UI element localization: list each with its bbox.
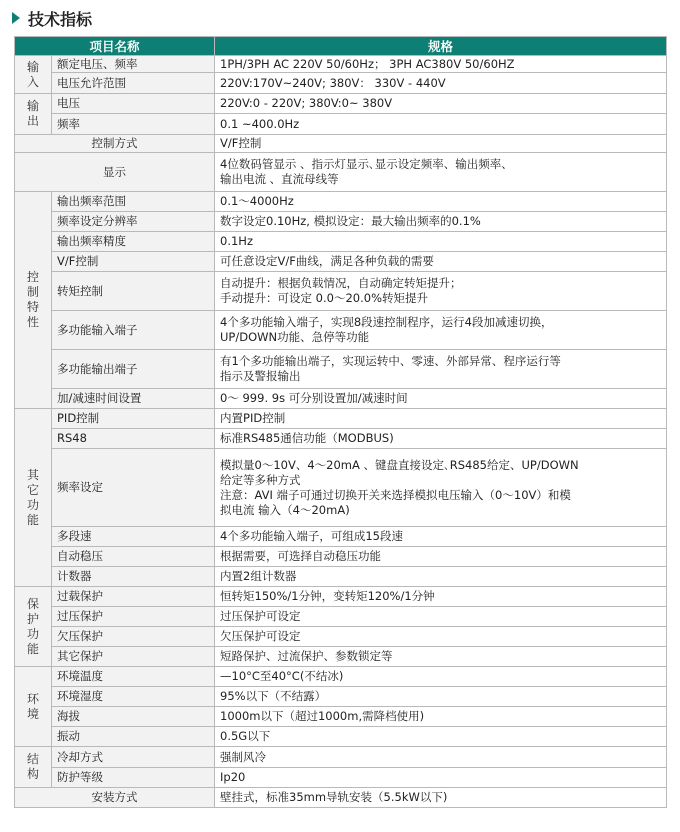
row-item-name: 显示 (15, 153, 215, 192)
row-spec-value (215, 429, 667, 449)
spec-line: UP/DOWN功能、急停等功能 (220, 330, 370, 344)
spec-line: 0.5G以下 (220, 729, 271, 743)
table-row (15, 252, 667, 272)
spec-line: 自动提升：根据负载情况，自动确定转矩提升； (220, 276, 462, 290)
table-row (15, 232, 667, 252)
row-item-name: 频率 (52, 114, 215, 135)
group-label-char: 保 (26, 596, 39, 611)
row-spec-value (215, 114, 667, 135)
section-title-text: 技术指标 (28, 9, 93, 29)
row-spec-value (215, 212, 667, 232)
row-spec-value (215, 647, 667, 667)
row-item-name: 防护等级 (52, 768, 215, 788)
row-spec-value (215, 567, 667, 587)
row-item-name: 冷却方式 (52, 747, 215, 768)
row-spec-value (215, 449, 667, 527)
spec-line: 0.1 ~400.0Hz (220, 116, 300, 131)
row-spec-value (215, 667, 667, 687)
row-spec-value (215, 747, 667, 768)
group-label-char: 护 (26, 611, 39, 626)
row-item-name: 加/减速时间设置 (52, 389, 215, 409)
table-row (15, 389, 667, 409)
spec-table (14, 36, 667, 808)
table-header-row (15, 37, 667, 56)
spec-line: 注意：AVI 端子可通过切换开关来选择模拟电压输入（0～10V）和模 (220, 487, 571, 502)
spec-line: 标准RS485通信功能（MODBUS) (220, 431, 394, 445)
spec-line: 可任意设定V/F曲线，满足各种负载的需要 (220, 254, 434, 268)
row-item-name: 环境湿度 (52, 687, 215, 707)
table-row (15, 350, 667, 389)
row-spec-value (215, 192, 667, 212)
table-row (15, 547, 667, 567)
spec-line: 数字设定0.10Hz, 模拟设定：最大输出频率的0.1% (220, 214, 481, 228)
spec-line: 过压保护可设定 (220, 609, 301, 623)
spec-line: 0～ 999. 9s 可分别设置加/减速时间 (220, 391, 408, 405)
row-spec-value (215, 607, 667, 627)
row-item-name: 电压允许范围 (52, 73, 215, 94)
row-item-name: 频率设定分辨率 (52, 212, 215, 232)
spec-line: 内置2组计数器 (220, 569, 297, 583)
group-label-char: 它 (26, 482, 39, 497)
group-label-char: 能 (26, 641, 39, 656)
row-spec-value (215, 252, 667, 272)
row-spec-value (215, 788, 667, 808)
spec-line: 0.1Hz (220, 234, 253, 248)
table-row (15, 73, 667, 94)
table-row (15, 788, 667, 808)
group-label-char: 功 (26, 497, 39, 512)
spec-line: 220V:170V~240V; 380V： 330V - 440V (220, 75, 446, 90)
row-group-label (15, 667, 52, 747)
row-spec-value (215, 547, 667, 567)
row-spec-value (215, 73, 667, 94)
row-item-name: 输出频率精度 (52, 232, 215, 252)
row-item-name: V/F控制 (52, 252, 215, 272)
header-spec: 规格 (215, 37, 667, 56)
spec-line: 恒转矩150%/1分钟，变转矩120%/1分钟 (220, 589, 435, 603)
group-label-char: 功 (26, 626, 39, 641)
row-spec-value (215, 94, 667, 114)
table-row (15, 114, 667, 135)
spec-line: 4个多功能输入端子，实现8段速控制程序，运行4段加减速切换， (220, 315, 553, 329)
group-label-char: 制 (26, 285, 39, 299)
table-row (15, 647, 667, 667)
group-label-char: 控 (26, 270, 39, 284)
table-row (15, 311, 667, 350)
row-item-name: 额定电压、频率 (52, 56, 215, 73)
group-label-char: 环 (26, 691, 39, 706)
spec-line: 根据需要，可选择自动稳压功能 (220, 549, 382, 563)
row-spec-value (215, 627, 667, 647)
row-group-label (15, 587, 52, 667)
row-spec-value (215, 727, 667, 747)
spec-body (15, 56, 667, 808)
spec-line: 4位数码管显示 、指示灯显示､显示设定频率、输出频率、 (220, 157, 513, 171)
spec-line: 模拟量0～10V、4～20mA 、键盘直接设定､RS485给定、UP/DOWN (220, 457, 579, 472)
spec-line: 给定等多种方式 (220, 472, 301, 487)
spec-line: 95%以下（不结露） (220, 689, 327, 703)
table-row (15, 449, 667, 527)
group-label-char: 入 (26, 74, 39, 89)
spec-line: 1PH/3PH AC 220V 50/60Hz； 3PH AC380V 50/60HZ (220, 56, 515, 71)
row-group-label (15, 94, 52, 135)
table-row (15, 527, 667, 547)
group-label-char: 输 (26, 59, 39, 74)
row-spec-value (215, 272, 667, 311)
row-item-name: 频率设定 (52, 449, 215, 527)
row-spec-value (215, 587, 667, 607)
table-row (15, 587, 667, 607)
triangle-bullet-icon (12, 12, 20, 24)
row-item-name: 自动稳压 (52, 547, 215, 567)
table-row (15, 687, 667, 707)
row-group-label (15, 56, 52, 94)
spec-line: —10°C至40°C(不结冰) (220, 669, 344, 683)
row-spec-value (215, 527, 667, 547)
row-item-name: PID控制 (52, 409, 215, 429)
spec-line: 强制风冷 (220, 749, 267, 764)
row-spec-value (215, 409, 667, 429)
row-group-label (15, 747, 52, 788)
spec-line: 1000m以下（超过1000m,需降档使用) (220, 709, 425, 723)
row-item-name: 其它保护 (52, 647, 215, 667)
row-spec-value (215, 687, 667, 707)
table-row (15, 56, 667, 73)
row-item-name: 过压保护 (52, 607, 215, 627)
table-row (15, 272, 667, 311)
group-label-char: 性 (26, 315, 39, 329)
row-item-name: 多功能输出端子 (52, 350, 215, 389)
table-row (15, 409, 667, 429)
spec-line: 输出电流 、直流母线等 (220, 172, 339, 186)
table-row (15, 153, 667, 192)
row-item-name: 过载保护 (52, 587, 215, 607)
row-spec-value (215, 768, 667, 788)
group-label-char: 境 (26, 706, 39, 721)
table-row (15, 747, 667, 768)
table-row (15, 627, 667, 647)
row-spec-value (215, 389, 667, 409)
spec-line: 拟电流 输入（4～20mA) (220, 502, 350, 517)
group-label-char: 其 (26, 467, 39, 482)
row-spec-value (215, 311, 667, 350)
row-item-name: 多功能输入端子 (52, 311, 215, 350)
table-row (15, 94, 667, 114)
group-label-char: 特 (26, 300, 39, 314)
table-row (15, 707, 667, 727)
spec-line: 欠压保护可设定 (220, 629, 301, 643)
row-item-name: 计数器 (52, 567, 215, 587)
row-spec-value (215, 56, 667, 73)
row-item-name: 海拔 (52, 707, 215, 727)
row-item-name: 欠压保护 (52, 627, 215, 647)
table-row (15, 727, 667, 747)
row-spec-value (215, 232, 667, 252)
table-row (15, 192, 667, 212)
row-item-name: 安装方式 (15, 788, 215, 808)
spec-line: 4个多功能输入端子，可组成15段速 (220, 529, 403, 543)
row-spec-value (215, 135, 667, 153)
row-item-name: RS48 (52, 429, 215, 449)
row-item-name: 多段速 (52, 527, 215, 547)
row-spec-value (215, 707, 667, 727)
row-item-name: 环境温度 (52, 667, 215, 687)
row-group-label (15, 409, 52, 587)
row-spec-value (215, 153, 667, 192)
group-label-char: 构 (26, 767, 39, 781)
spec-line: V/F控制 (220, 136, 262, 150)
row-spec-value (215, 350, 667, 389)
spec-line: 手动提升：可设定 0.0～20.0%转矩提升 (220, 291, 428, 305)
group-label-char: 结 (26, 752, 39, 766)
group-label-char: 能 (26, 512, 39, 527)
spec-line: 有1个多功能输出端子，实现运转中、零速、外部异常、程序运行等 (220, 354, 561, 368)
group-label-char: 输 (26, 99, 39, 113)
spec-line: 220V:0 - 220V; 380V:0~ 380V (220, 96, 393, 110)
spec-line: 壁挂式，标准35mm导轨安装（5.5kW以下) (220, 790, 448, 804)
spec-line: 0.1～4000Hz (220, 194, 294, 208)
spec-line: 内置PID控制 (220, 411, 286, 425)
table-row (15, 135, 667, 153)
table-row (15, 212, 667, 232)
section-title (12, 6, 92, 30)
table-row (15, 607, 667, 627)
table-row (15, 768, 667, 788)
table-row (15, 429, 667, 449)
spec-line: 指示及警报输出 (220, 369, 301, 383)
row-item-name: 输出频率范围 (52, 192, 215, 212)
table-row (15, 667, 667, 687)
header-item-name: 项目名称 (15, 37, 215, 56)
row-item-name: 控制方式 (15, 135, 215, 153)
row-item-name: 振动 (52, 727, 215, 747)
row-item-name: 转矩控制 (52, 272, 215, 311)
table-row (15, 567, 667, 587)
group-label-char: 出 (26, 114, 39, 128)
row-item-name: 电压 (52, 94, 215, 114)
row-group-label (15, 192, 52, 409)
spec-line: Ip20 (220, 770, 246, 784)
spec-line: 短路保护、过流保护、参数锁定等 (220, 649, 393, 663)
